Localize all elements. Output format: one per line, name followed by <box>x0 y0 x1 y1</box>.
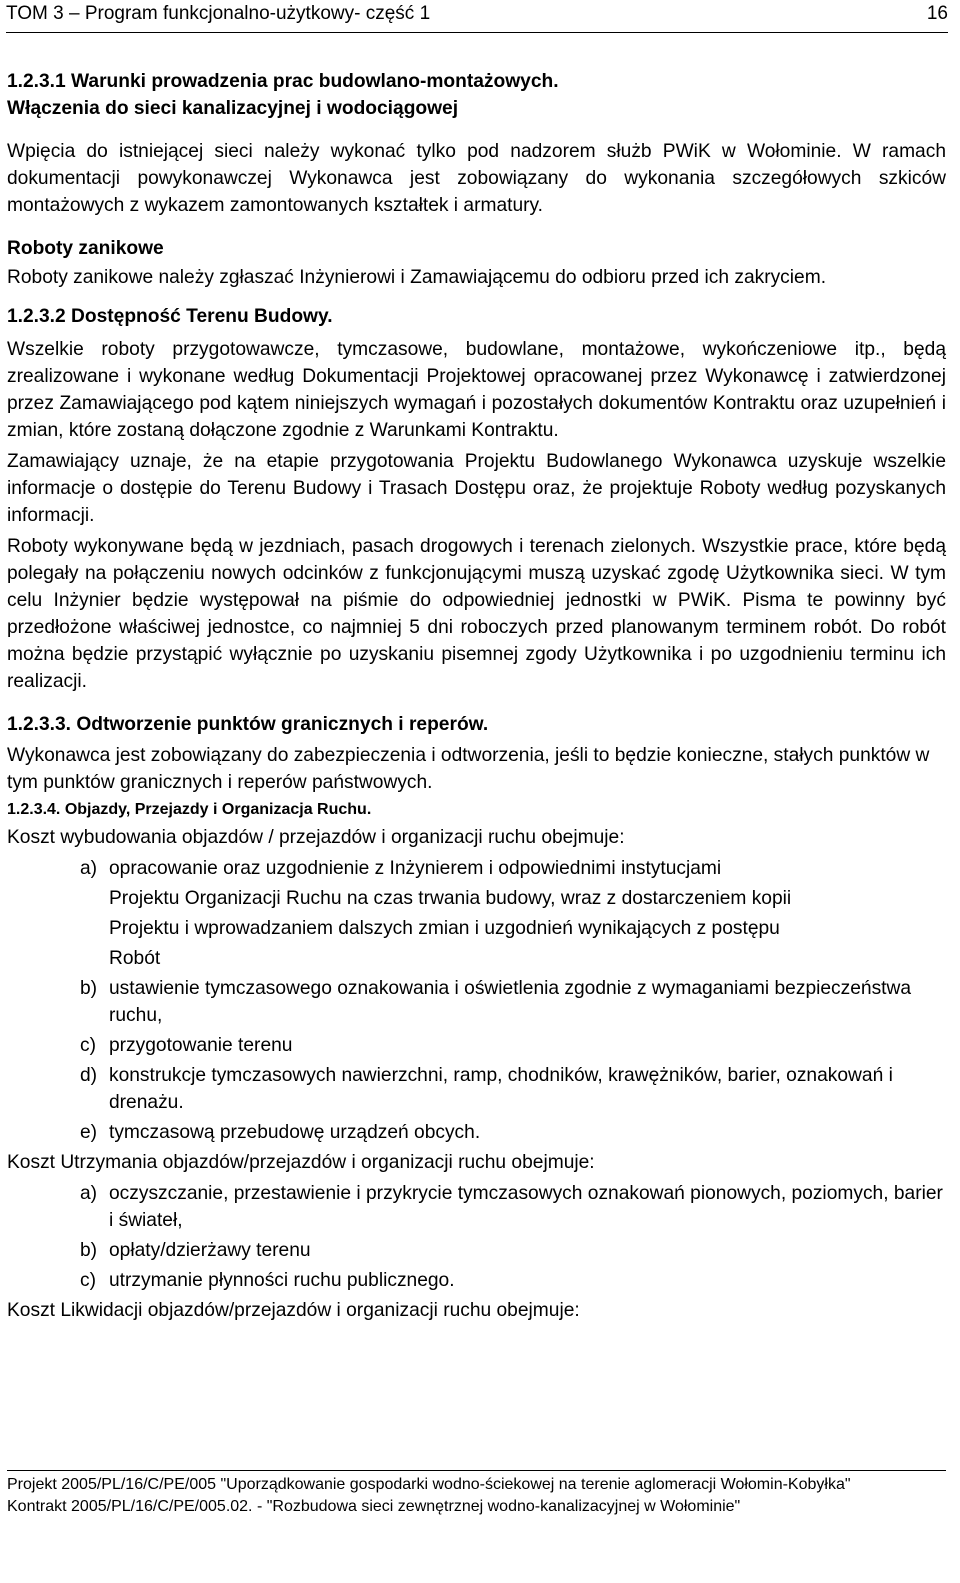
paragraph-site-access-2: Zamawiający uznaje, że na etapie przygotowania Projektu Budowlanego Wykonawca uzyskuje wszelkie informacje o dostępie do Terenu Budowy i Trasach Dostępu oraz, że projektuje Roboty według pozyskanych informacji. <box>7 451 946 526</box>
list-marker: a) <box>80 858 98 879</box>
footer-project: Projekt 2005/PL/16/C/PE/005 "Uporządkowanie gospodarki wodno-ściekowej na terenie aglomeracji Wołomin-Kobyłka" <box>7 1476 851 1493</box>
paragraph-reference-points: Wykonawca jest zobowiązany do zabezpieczenia i odtworzenia, jeśli to będzie konieczne, stałych punktów w tym punktów granicznych i reperów państwowych. <box>7 745 930 793</box>
list-item <box>7 885 946 912</box>
list-item <box>7 1180 946 1234</box>
page-body <box>7 68 946 1324</box>
paragraph-site-access-1: Wszelkie roboty przygotowawcze, tymczasowe, budowlane, montażowe, wykończeniowe itp., będą zrealizowane i wykonane według Dokumentacji Projektowej opracowanej przez Wykonawcę i zatwierdzonej przez Zamawiającego pod kątem niniejszych wymagań i pozostałych dokumentów Kontraktu oraz uzupełnień i zmian, które zostaną dołączone zgodnie z Warunkami Kontraktu. <box>7 339 946 441</box>
list-item-text: Projektu i wprowadzaniem dalszych zmian i uzgodnień wynikających z postępu <box>109 918 780 939</box>
list-marker: a) <box>80 1183 98 1204</box>
list-item <box>7 945 946 972</box>
list-item-text: Robót <box>109 948 161 969</box>
list-item <box>7 1062 946 1116</box>
list-item <box>7 1032 946 1059</box>
footer-contract: Kontrakt 2005/PL/16/C/PE/005.02. - "Rozbudowa sieci zewnętrznej wodno-kanalizacyjnej w Wołominie" <box>7 1498 741 1515</box>
list-item-text: tymczasową przebudowę urządzeń obcych. <box>109 1122 481 1143</box>
list-marker: b) <box>80 978 98 999</box>
list-marker: e) <box>80 1122 98 1143</box>
list-item <box>7 1119 946 1146</box>
list-marker: b) <box>80 1240 98 1261</box>
page-footer <box>7 1470 946 1518</box>
list-marker: d) <box>80 1065 98 1086</box>
list-item-text: opracowanie oraz uzgodnienie z Inżynierem i odpowiednimi instytucjami <box>109 858 722 879</box>
construction-cost-intro: Koszt wybudowania objazdów / przejazdów i organizacji ruchu obejmuje: <box>7 827 625 848</box>
subheading-hidden-works: Roboty zanikowe <box>7 238 164 259</box>
page-number: 16 <box>926 3 948 24</box>
list-item <box>7 975 946 1029</box>
removal-cost-intro: Koszt Likwidacji objazdów/przejazdów i organizacji ruchu obejmuje: <box>7 1300 580 1321</box>
list-item <box>7 915 946 942</box>
list-item <box>7 1267 946 1294</box>
list-marker: c) <box>80 1270 96 1291</box>
list-item-text: ustawienie tymczasowego oznakowania i oświetlenia zgodnie z wymaganiami bezpieczeństwa ruchu, <box>109 978 912 1026</box>
list-item-text: utrzymanie płynności ruchu publicznego. <box>109 1270 455 1291</box>
section-heading-1234: 1.2.3.4. Objazdy, Przejazdy i Organizacja Ruchu. <box>7 801 372 818</box>
maintenance-cost-intro: Koszt Utrzymania objazdów/przejazdów i organizacji ruchu obejmuje: <box>7 1152 595 1173</box>
list-item-text: opłaty/dzierżawy terenu <box>109 1240 311 1261</box>
construction-cost-list <box>7 855 946 1146</box>
list-item-text: Projektu Organizacji Ruchu na czas trwania budowy, wraz z dostarczeniem kopii <box>109 888 792 909</box>
list-marker: c) <box>80 1035 96 1056</box>
list-item <box>7 1237 946 1264</box>
maintenance-cost-list <box>7 1180 946 1294</box>
list-item <box>7 855 946 882</box>
section-heading-1233: 1.2.3.3. Odtworzenie punktów granicznych i reperów. <box>7 714 489 735</box>
paragraph-site-access-3: Roboty wykonywane będą w jezdniach, pasach drogowych i terenach zielonych. Wszystkie prace, które będą polegały na połączeniu nowych odcinków z funkcjonującymi muszą uzyskać zgodę Użytkownika sieci. W tym celu Inżynier będzie występował na piśmie do odpowiedniej jednostki w PWiK. Pisma te powinny być przedłożone właściwej jednostce, co najmniej 5 dni roboczych przed planowanym terminem robót. Do robót można będzie przystąpić wyłącznie po uzyskaniu pisemnej zgody Użytkownika i po uzgodnieniu terminu ich realizacji. <box>7 536 946 692</box>
paragraph-connections: Wpięcia do istniejącej sieci należy wykonać tylko pod nadzorem służb PWiK w Wołominie. W ramach dokumentacji powykonawczej Wykonawca jest zobowiązany do wykonania szczegółowych szkiców montażowych z wykazem zamontowanych kształtek i armatury. <box>7 141 946 216</box>
section-heading-1231: 1.2.3.1 Warunki prowadzenia prac budowlano-montażowych. <box>7 71 559 92</box>
paragraph-hidden-works: Roboty zanikowe należy zgłaszać Inżynierowi i Zamawiającemu do odbioru przed ich zakryciem. <box>7 267 827 288</box>
list-item-text: konstrukcje tymczasowych nawierzchni, ramp, chodników, krawężników, barier, oznakowań i drenażu. <box>109 1065 893 1113</box>
running-header <box>6 2 948 33</box>
section-subheading-connections: Włączenia do sieci kanalizacyjnej i wodociągowej <box>7 98 459 119</box>
list-item-text: przygotowanie terenu <box>109 1035 293 1056</box>
section-heading-1232: 1.2.3.2 Dostępność Terenu Budowy. <box>7 306 333 327</box>
header-title: TOM 3 – Program funkcjonalno-użytkowy- część 1 <box>6 3 431 24</box>
list-item-text: oczyszczanie, przestawienie i przykrycie tymczasowych oznakowań pionowych, poziomych, barier i świateł, <box>109 1183 943 1231</box>
